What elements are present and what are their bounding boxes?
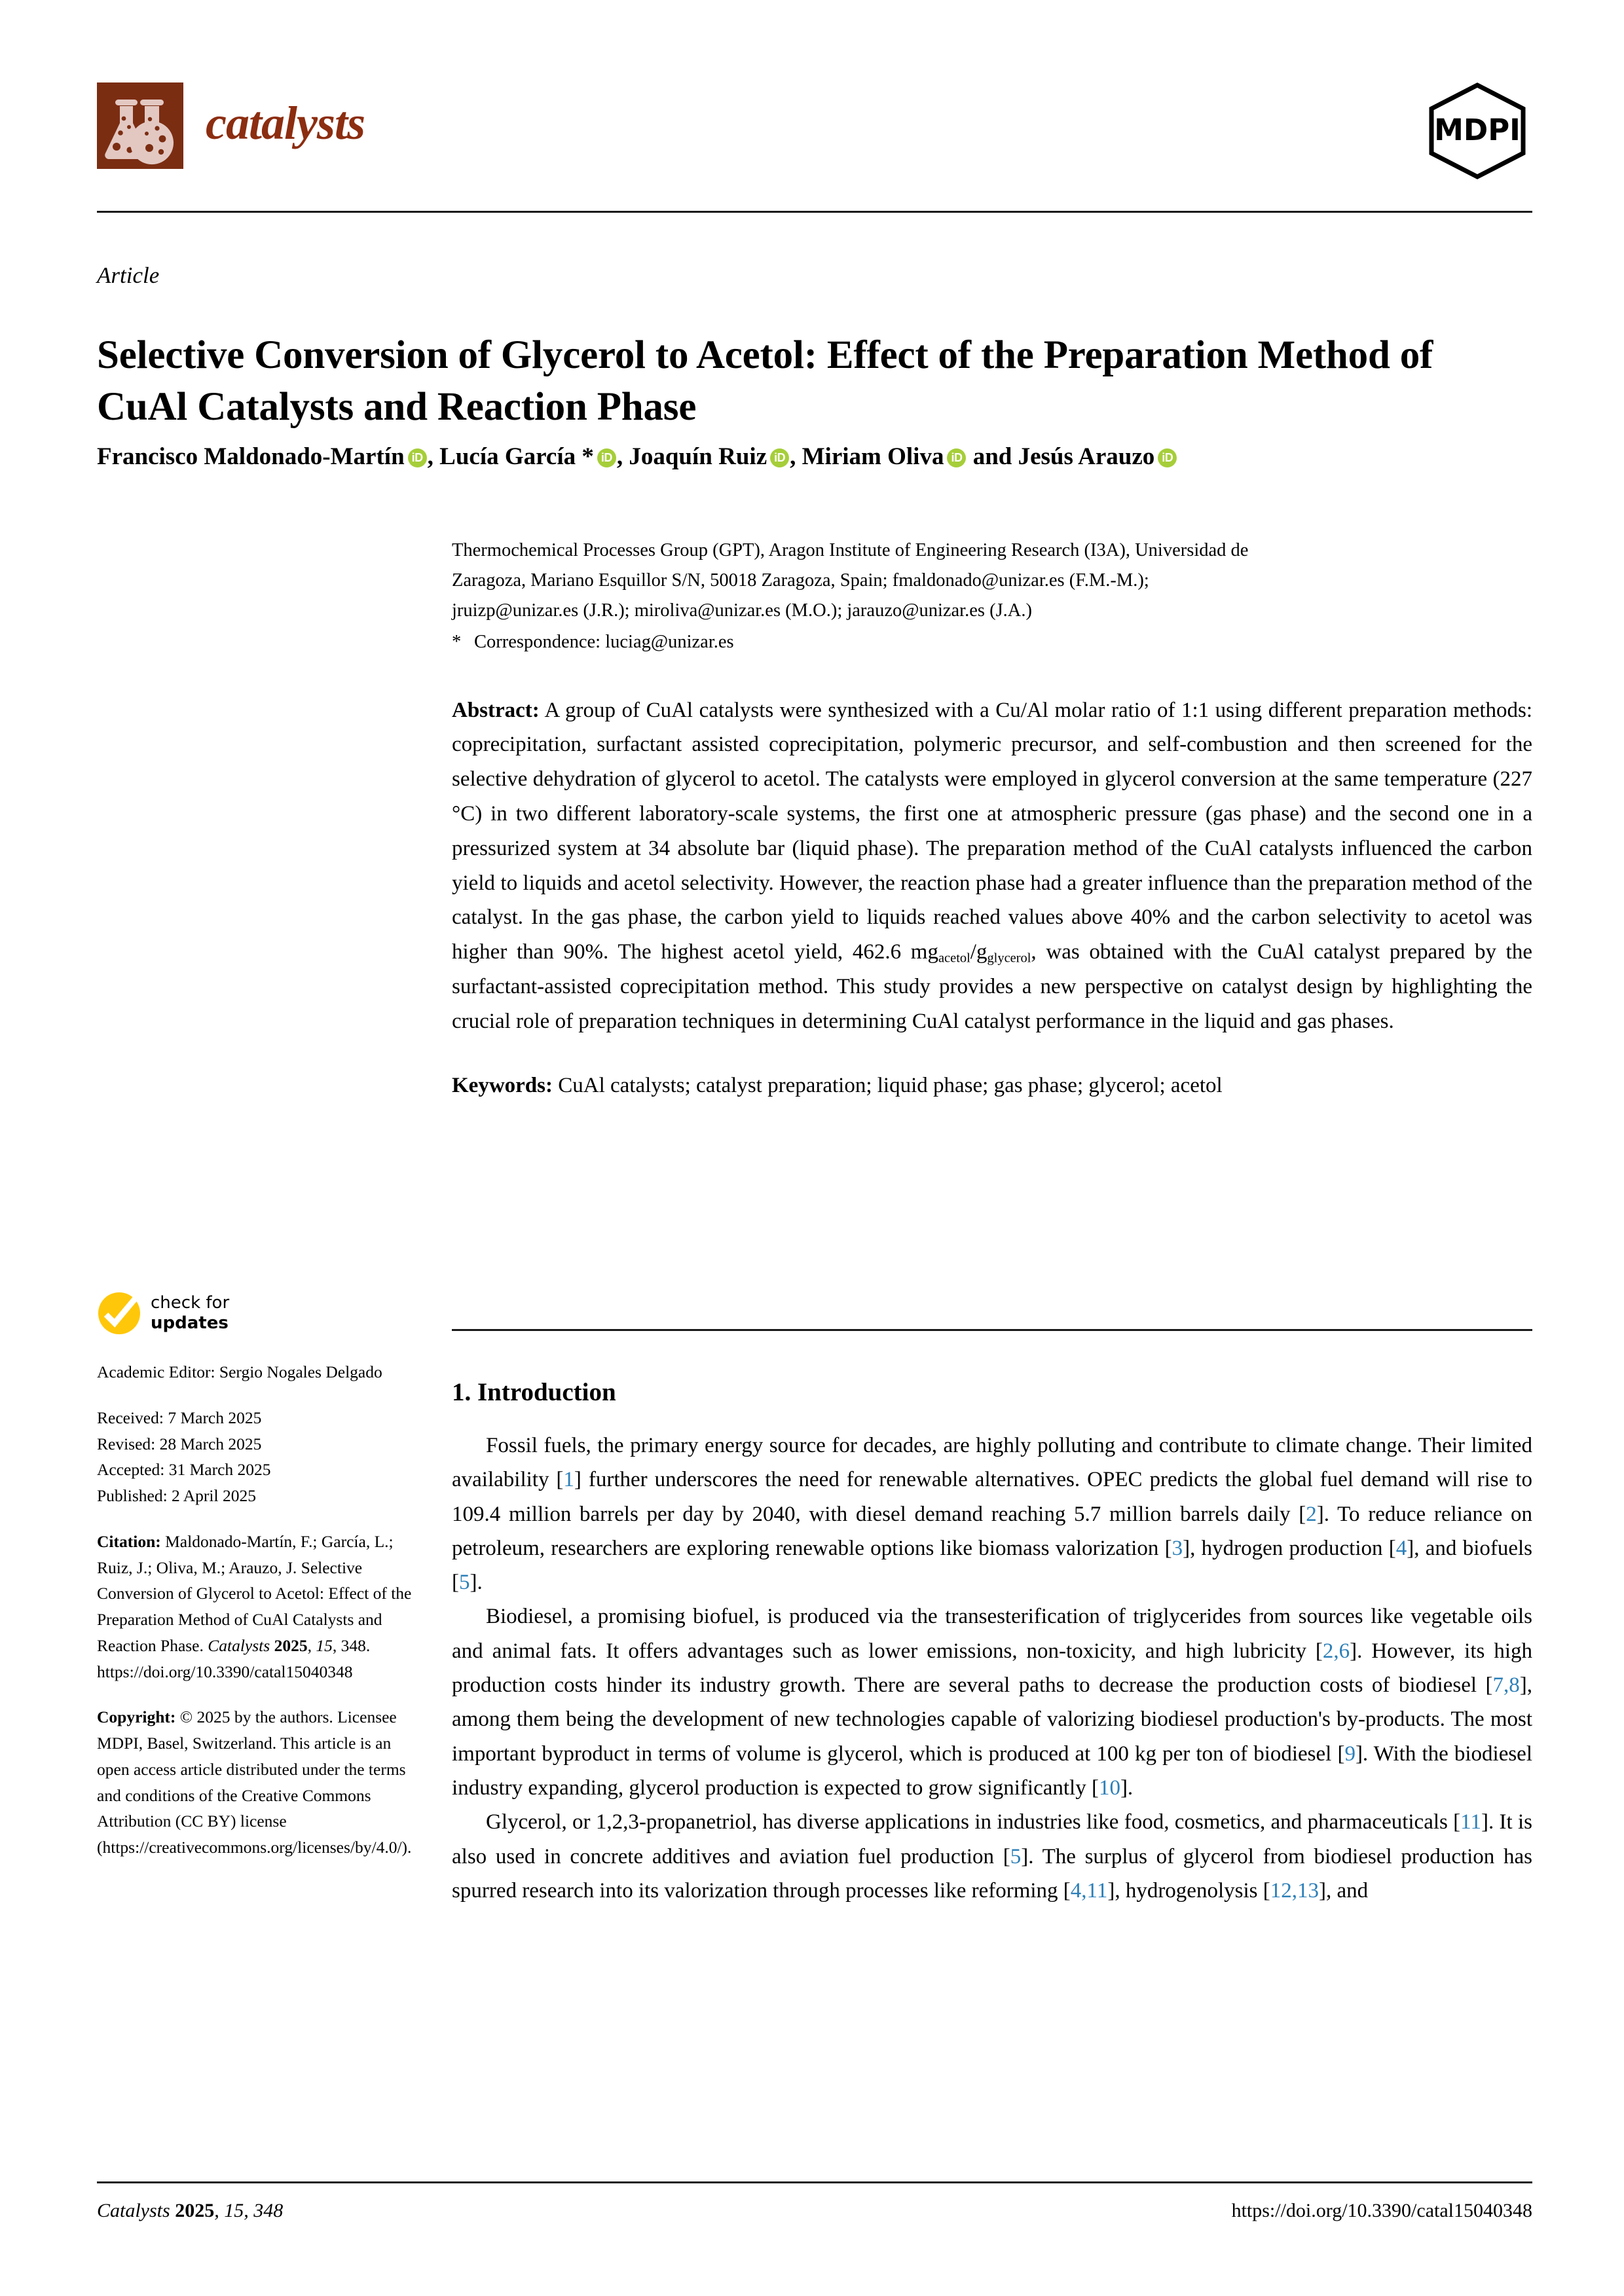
footer-journal: Catalysts xyxy=(97,2200,170,2221)
footer-volume: , 15 xyxy=(214,2200,244,2221)
citation-reference-link[interactable]: 4,11 xyxy=(1070,1878,1108,1903)
keywords-block xyxy=(452,1069,1532,1102)
citation-reference-link[interactable]: 2 xyxy=(1306,1502,1317,1526)
footer-citation xyxy=(97,2200,283,2222)
author-name: Lucía García xyxy=(439,443,582,470)
orcid-icon[interactable]: iD xyxy=(597,448,616,467)
author-name: Francisco Maldonado-Martín xyxy=(97,443,405,470)
orcid-icon[interactable]: iD xyxy=(947,448,966,467)
svg-text:MDPI: MDPI xyxy=(1434,113,1521,147)
body-paragraph: Glycerol, or 1,2,3-propanetriol, has diverse applications in industries like food, cosmetics, and pharmaceuticals [11]. It is also used in concrete additives and aviation fuel production [5]. The surplus of glycerol from biodiesel production has spurred research into its valorization through processes like reforming [4,11], hydrogenolysis [12,13], and xyxy=(452,1810,1532,1903)
affiliation-line: jruizp@unizar.es (J.R.); miroliva@unizar.es (M.O.); jarauzo@unizar.es (J.A.) xyxy=(452,600,1032,621)
copyright-block xyxy=(97,1704,418,1861)
publication-date: Revised: 28 March 2025 xyxy=(97,1434,262,1453)
citation-reference-link[interactable]: 12,13 xyxy=(1270,1878,1319,1903)
publication-date: Published: 2 April 2025 xyxy=(97,1486,256,1506)
abstract-subscript-glycerol: glycerol xyxy=(987,951,1031,966)
article-type-label: Article xyxy=(97,263,160,288)
author-name: Joaquín Ruiz xyxy=(629,443,767,470)
citation-block: Citation: Maldonado-Martín, F.; García, L.; Ruiz, J.; Oliva, M.; Arauzo, J. Selective Conversion of Glycerol to Acetol: Effect of the Preparation Method of CuAl Catalysts and Reaction Phase. Catalysts 2025, 15, 348. https://doi.org/10.3390/catal15040348 xyxy=(97,1531,412,1681)
header-divider xyxy=(97,211,1532,213)
check-for-updates-badge[interactable] xyxy=(97,1291,418,1336)
page-footer xyxy=(97,2200,1532,2222)
citation-year: 2025 xyxy=(270,1635,308,1655)
cfu-line-2: updates xyxy=(151,1313,229,1333)
cfu-line-1: check for xyxy=(151,1292,230,1313)
academic-editor: Academic Editor: Sergio Nogales Delgado xyxy=(97,1362,382,1381)
affiliation-block xyxy=(452,536,1532,626)
citation-reference-link[interactable]: 11 xyxy=(1460,1810,1481,1834)
abstract-block: Abstract: A group of CuAl catalysts were synthesized with a Cu/Al molar ratio of 1:1 using different preparation methods: coprecipitation, surfactant assisted coprecipitation, polymeric precursor, and self-combustion and then screened for the selective dehydration of glycerol to acetol. The catalysts were employed in glycerol conversion at the same temperature (227 °C) in two different laboratory-scale systems, the first one at atmospheric pressure (gas phase) and the second one in a pressurized system at 34 absolute bar (liquid phase). The preparation method of the CuAl catalysts influenced the carbon yield to liquids and acetol selectivity. However, the reaction phase had a greater influence than the preparation method of the catalyst. In the gas phase, the carbon yield to liquids reached values above 40% and the carbon selectivity to acetol was higher than 90%. The highest acetol yield, 462.6 $mg_{acetol}/g_{glycerol}$, was obtained with the CuAl catalyst prepared by the surfactant-assisted coprecipitation method. This study provides a new perspective on catalyst design by highlighting the crucial role of preparation techniques in determining CuAl catalyst performance in the liquid and gas phases. xyxy=(452,698,1532,1033)
page-title: Selective Conversion of Glycerol to Acetol: Effect of the Preparation Method of CuAl Catalysts and Reaction Phase xyxy=(97,333,1433,429)
correspondence-text: Correspondence: luciag@unizar.es xyxy=(474,632,734,653)
citation-label: Citation: xyxy=(97,1531,161,1551)
citation-journal: Catalysts xyxy=(208,1635,270,1655)
citation-reference-link[interactable]: 1 xyxy=(563,1468,574,1492)
citation-reference-link[interactable]: 5 xyxy=(1010,1844,1022,1868)
citation-reference-link[interactable]: 4 xyxy=(1395,1536,1407,1560)
citation-reference-link[interactable]: 5 xyxy=(459,1571,470,1595)
abstract-subscript-acetol: acetol xyxy=(938,951,970,966)
affiliation-line: Zaragoza, Mariano Esquillor S/N, 50018 Zaragoza, Spain; fmaldonado@unizar.es (F.M.-M.); xyxy=(452,570,1149,591)
citation-volume: , 15 xyxy=(307,1635,333,1655)
correspondence-marker: * xyxy=(452,632,462,653)
keywords-label: Keywords: xyxy=(452,1073,553,1097)
citation-reference-link[interactable]: 2,6 xyxy=(1322,1639,1350,1663)
citation-reference-link[interactable]: 10 xyxy=(1098,1776,1120,1800)
author-list: Francisco Maldonado-Martín iD , Lucía García * iD , Joaquín Ruiz iD , Miriam Oliva iD and Jesús Arauzo iD xyxy=(97,440,1538,474)
author-name: Jesús Arauzo xyxy=(1018,443,1155,470)
citation-reference-link[interactable]: 9 xyxy=(1344,1741,1356,1766)
right-column xyxy=(452,536,1532,1102)
affiliation-line: Thermochemical Processes Group (GPT), Aragon Institute of Engineering Research (I3A), Universidad de xyxy=(452,540,1249,560)
check-for-updates-text xyxy=(151,1293,229,1334)
flasks-icon xyxy=(97,82,183,169)
keywords-text: CuAl catalysts; catalyst preparation; liquid phase; gas phase; glycerol; acetol xyxy=(552,1073,1223,1097)
orcid-icon[interactable]: iD xyxy=(1158,448,1177,467)
publication-dates xyxy=(97,1405,418,1509)
introduction-body xyxy=(452,1429,1532,1908)
abstract-label: Abstract: xyxy=(452,698,540,722)
body-paragraph: Biodiesel, a promising biofuel, is produced via the transesterification of triglycerides from sources like vegetable oils and animal fats. It offers advantages such as lower emissions, non-toxicity, and high lubricity [2,6]. However, its high production costs hinder its industry growth. There are several paths to decrease the production costs of biodiesel [7,8], among them being the development of new technologies capable of valorizing biodiesel production's by-products. The most important byproduct in terms of volume is glycerol, which is produced at 100 kg per ton of biodiesel [9]. With the biodiesel industry expanding, glycerol production is expected to grow significantly [10]. xyxy=(452,1605,1532,1800)
corresponding-author-marker: * xyxy=(581,443,594,470)
citation-reference-link[interactable]: 7,8 xyxy=(1492,1673,1520,1698)
footer-pages: , 348 xyxy=(244,2200,284,2221)
section-divider xyxy=(452,1329,1532,1331)
journal-name: catalysts xyxy=(206,97,365,149)
sidebar xyxy=(97,1291,418,1880)
masthead xyxy=(97,77,1532,175)
footer-doi[interactable]: https://doi.org/10.3390/catal15040348 xyxy=(1231,2200,1532,2221)
citation-reference-link[interactable]: 3 xyxy=(1172,1536,1183,1560)
copyright-text: © 2025 by the authors. Licensee MDPI, Basel, Switzerland. This article is an open access article distributed under the terms and conditions of the Creative Commons Attribution (CC BY) license (https://creativecommons.org/licenses/by/4.0/). xyxy=(97,1707,412,1857)
journal-logo[interactable] xyxy=(97,82,365,169)
footer-divider xyxy=(97,2181,1532,2183)
body-paragraph: Fossil fuels, the primary energy source for decades, are highly polluting and contribute to climate change. Their limited availability [1] further underscores the need for renewable alternatives. OPEC predicts the global fuel demand will rise to 109.4 million barrels per day by 2040, with diesel demand reaching 5.7 million barrels daily [2]. To reduce reliance on petroleum, researchers are exploring renewable options like biomass valorization [3], hydrogen production [4], and biofuels [5]. xyxy=(452,1434,1533,1595)
copyright-label: Copyright: xyxy=(97,1707,176,1727)
publication-date: Received: 7 March 2025 xyxy=(97,1408,262,1427)
orcid-icon[interactable]: iD xyxy=(770,448,789,467)
orcid-icon[interactable]: iD xyxy=(408,448,427,467)
section-heading-introduction: 1. Introduction xyxy=(452,1378,616,1406)
publication-date: Accepted: 31 March 2025 xyxy=(97,1460,271,1480)
footer-year: 2025 xyxy=(170,2200,215,2221)
author-name: Miriam Oliva xyxy=(802,443,944,470)
citation-doi-link[interactable]: https://doi.org/10.3390/catal15040348 xyxy=(97,1662,353,1681)
check-circle-icon xyxy=(97,1291,141,1336)
mdpi-logo[interactable] xyxy=(1422,81,1532,179)
correspondence-line xyxy=(452,627,1532,657)
